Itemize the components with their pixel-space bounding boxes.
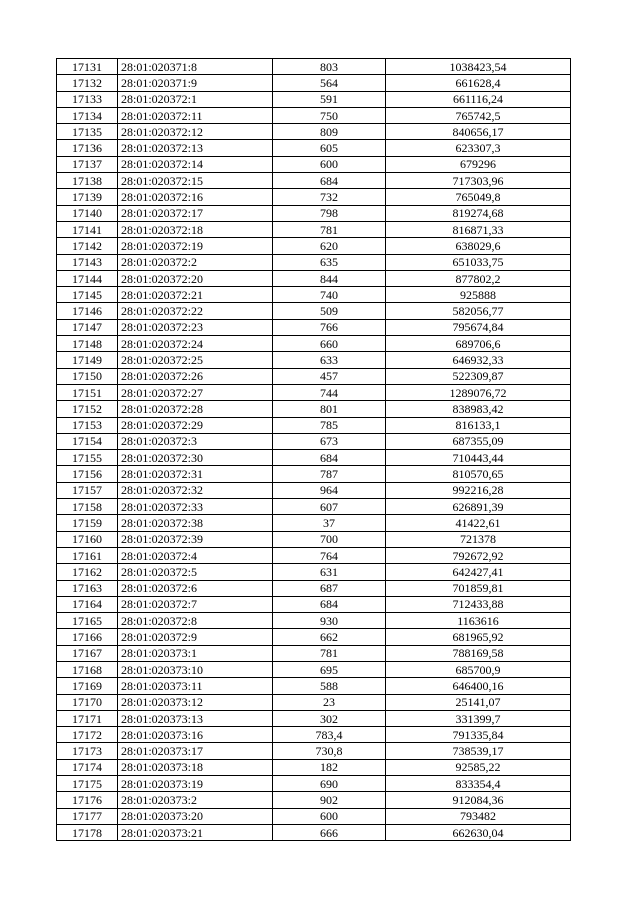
area-cell: 591 bbox=[273, 91, 386, 107]
row-number-cell: 17133 bbox=[57, 91, 118, 107]
table-row bbox=[57, 401, 571, 417]
table-row bbox=[57, 173, 571, 189]
value-cell: 816133,1 bbox=[386, 417, 571, 433]
row-number-cell: 17153 bbox=[57, 417, 118, 433]
value-cell: 717303,96 bbox=[386, 173, 571, 189]
row-number-cell: 17166 bbox=[57, 629, 118, 645]
table-row bbox=[57, 75, 571, 91]
value-cell: 681965,92 bbox=[386, 629, 571, 645]
table-row bbox=[57, 336, 571, 352]
value-cell: 626891,39 bbox=[386, 499, 571, 515]
table-row bbox=[57, 254, 571, 270]
value-cell: 662630,04 bbox=[386, 824, 571, 840]
table-row bbox=[57, 450, 571, 466]
row-number-cell: 17176 bbox=[57, 792, 118, 808]
area-cell: 605 bbox=[273, 140, 386, 156]
value-cell: 791335,84 bbox=[386, 727, 571, 743]
value-cell: 331399,7 bbox=[386, 710, 571, 726]
value-cell: 877802,2 bbox=[386, 270, 571, 286]
value-cell: 1038423,54 bbox=[386, 59, 571, 75]
table-row bbox=[57, 238, 571, 254]
cadastral-number-cell: 28:01:020372:11 bbox=[118, 107, 273, 123]
area-cell: 798 bbox=[273, 205, 386, 221]
row-number-cell: 17154 bbox=[57, 433, 118, 449]
value-cell: 646932,33 bbox=[386, 352, 571, 368]
row-number-cell: 17174 bbox=[57, 759, 118, 775]
area-cell: 666 bbox=[273, 824, 386, 840]
value-cell: 765742,5 bbox=[386, 107, 571, 123]
row-number-cell: 17141 bbox=[57, 221, 118, 237]
row-number-cell: 17148 bbox=[57, 336, 118, 352]
value-cell: 41422,61 bbox=[386, 515, 571, 531]
table-row bbox=[57, 727, 571, 743]
row-number-cell: 17157 bbox=[57, 482, 118, 498]
area-cell: 662 bbox=[273, 629, 386, 645]
table-row bbox=[57, 156, 571, 172]
row-number-cell: 17162 bbox=[57, 564, 118, 580]
row-number-cell: 17137 bbox=[57, 156, 118, 172]
cadastral-number-cell: 28:01:020372:6 bbox=[118, 580, 273, 596]
value-cell: 522309,87 bbox=[386, 368, 571, 384]
table-row bbox=[57, 596, 571, 612]
area-cell: 695 bbox=[273, 661, 386, 677]
value-cell: 661116,24 bbox=[386, 91, 571, 107]
cadastral-number-cell: 28:01:020372:27 bbox=[118, 384, 273, 400]
value-cell: 1163616 bbox=[386, 613, 571, 629]
cadastral-number-cell: 28:01:020372:23 bbox=[118, 319, 273, 335]
area-cell: 750 bbox=[273, 107, 386, 123]
table-row bbox=[57, 710, 571, 726]
value-cell: 793482 bbox=[386, 808, 571, 824]
table-row bbox=[57, 629, 571, 645]
area-cell: 564 bbox=[273, 75, 386, 91]
cadastral-number-cell: 28:01:020372:16 bbox=[118, 189, 273, 205]
row-number-cell: 17134 bbox=[57, 107, 118, 123]
area-cell: 684 bbox=[273, 173, 386, 189]
cadastral-number-cell: 28:01:020372:31 bbox=[118, 466, 273, 482]
value-cell: 661628,4 bbox=[386, 75, 571, 91]
value-cell: 646400,16 bbox=[386, 678, 571, 694]
value-cell: 710443,44 bbox=[386, 450, 571, 466]
table-row bbox=[57, 140, 571, 156]
cadastral-number-cell: 28:01:020372:7 bbox=[118, 596, 273, 612]
table-row bbox=[57, 417, 571, 433]
cadastral-number-cell: 28:01:020373:20 bbox=[118, 808, 273, 824]
cadastral-table bbox=[56, 58, 571, 841]
row-number-cell: 17150 bbox=[57, 368, 118, 384]
value-cell: 651033,75 bbox=[386, 254, 571, 270]
cadastral-number-cell: 28:01:020372:19 bbox=[118, 238, 273, 254]
area-cell: 673 bbox=[273, 433, 386, 449]
area-cell: 730,8 bbox=[273, 743, 386, 759]
row-number-cell: 17140 bbox=[57, 205, 118, 221]
table-row bbox=[57, 645, 571, 661]
area-cell: 787 bbox=[273, 466, 386, 482]
row-number-cell: 17173 bbox=[57, 743, 118, 759]
cadastral-number-cell: 28:01:020372:12 bbox=[118, 124, 273, 140]
table-row bbox=[57, 824, 571, 840]
value-cell: 701859,81 bbox=[386, 580, 571, 596]
table-row bbox=[57, 531, 571, 547]
table-row bbox=[57, 759, 571, 775]
row-number-cell: 17161 bbox=[57, 547, 118, 563]
area-cell: 690 bbox=[273, 776, 386, 792]
row-number-cell: 17172 bbox=[57, 727, 118, 743]
cadastral-number-cell: 28:01:020371:8 bbox=[118, 59, 273, 75]
row-number-cell: 17136 bbox=[57, 140, 118, 156]
row-number-cell: 17177 bbox=[57, 808, 118, 824]
cadastral-number-cell: 28:01:020373:19 bbox=[118, 776, 273, 792]
area-cell: 600 bbox=[273, 808, 386, 824]
cadastral-number-cell: 28:01:020372:26 bbox=[118, 368, 273, 384]
row-number-cell: 17168 bbox=[57, 661, 118, 677]
row-number-cell: 17169 bbox=[57, 678, 118, 694]
table-row bbox=[57, 287, 571, 303]
area-cell: 732 bbox=[273, 189, 386, 205]
row-number-cell: 17178 bbox=[57, 824, 118, 840]
row-number-cell: 17145 bbox=[57, 287, 118, 303]
cadastral-number-cell: 28:01:020372:22 bbox=[118, 303, 273, 319]
cadastral-number-cell: 28:01:020372:39 bbox=[118, 531, 273, 547]
row-number-cell: 17132 bbox=[57, 75, 118, 91]
cadastral-number-cell: 28:01:020373:16 bbox=[118, 727, 273, 743]
cadastral-number-cell: 28:01:020373:1 bbox=[118, 645, 273, 661]
value-cell: 25141,07 bbox=[386, 694, 571, 710]
area-cell: 684 bbox=[273, 596, 386, 612]
table-row bbox=[57, 189, 571, 205]
area-cell: 457 bbox=[273, 368, 386, 384]
cadastral-number-cell: 28:01:020372:5 bbox=[118, 564, 273, 580]
cadastral-number-cell: 28:01:020372:3 bbox=[118, 433, 273, 449]
row-number-cell: 17164 bbox=[57, 596, 118, 612]
cadastral-number-cell: 28:01:020372:8 bbox=[118, 613, 273, 629]
value-cell: 712433,88 bbox=[386, 596, 571, 612]
area-cell: 803 bbox=[273, 59, 386, 75]
table-row bbox=[57, 678, 571, 694]
value-cell: 92585,22 bbox=[386, 759, 571, 775]
table-row bbox=[57, 59, 571, 75]
cadastral-number-cell: 28:01:020372:1 bbox=[118, 91, 273, 107]
cadastral-number-cell: 28:01:020373:11 bbox=[118, 678, 273, 694]
cadastral-number-cell: 28:01:020372:33 bbox=[118, 499, 273, 515]
value-cell: 689706,6 bbox=[386, 336, 571, 352]
table-row bbox=[57, 547, 571, 563]
value-cell: 687355,09 bbox=[386, 433, 571, 449]
row-number-cell: 17131 bbox=[57, 59, 118, 75]
table-row bbox=[57, 613, 571, 629]
value-cell: 679296 bbox=[386, 156, 571, 172]
area-cell: 781 bbox=[273, 221, 386, 237]
area-cell: 684 bbox=[273, 450, 386, 466]
area-cell: 766 bbox=[273, 319, 386, 335]
table-row bbox=[57, 515, 571, 531]
cadastral-number-cell: 28:01:020372:28 bbox=[118, 401, 273, 417]
area-cell: 781 bbox=[273, 645, 386, 661]
area-cell: 633 bbox=[273, 352, 386, 368]
table-row bbox=[57, 694, 571, 710]
table-row bbox=[57, 107, 571, 123]
value-cell: 810570,65 bbox=[386, 466, 571, 482]
row-number-cell: 17151 bbox=[57, 384, 118, 400]
table-row bbox=[57, 384, 571, 400]
area-cell: 764 bbox=[273, 547, 386, 563]
table-row bbox=[57, 792, 571, 808]
table-row bbox=[57, 433, 571, 449]
cadastral-number-cell: 28:01:020372:38 bbox=[118, 515, 273, 531]
row-number-cell: 17144 bbox=[57, 270, 118, 286]
row-number-cell: 17146 bbox=[57, 303, 118, 319]
value-cell: 788169,58 bbox=[386, 645, 571, 661]
row-number-cell: 17175 bbox=[57, 776, 118, 792]
value-cell: 582056,77 bbox=[386, 303, 571, 319]
value-cell: 1289076,72 bbox=[386, 384, 571, 400]
cadastral-number-cell: 28:01:020373:13 bbox=[118, 710, 273, 726]
area-cell: 844 bbox=[273, 270, 386, 286]
area-cell: 600 bbox=[273, 156, 386, 172]
area-cell: 37 bbox=[273, 515, 386, 531]
value-cell: 925888 bbox=[386, 287, 571, 303]
area-cell: 785 bbox=[273, 417, 386, 433]
area-cell: 783,4 bbox=[273, 727, 386, 743]
table-row bbox=[57, 368, 571, 384]
cadastral-number-cell: 28:01:020372:15 bbox=[118, 173, 273, 189]
row-number-cell: 17149 bbox=[57, 352, 118, 368]
row-number-cell: 17160 bbox=[57, 531, 118, 547]
row-number-cell: 17143 bbox=[57, 254, 118, 270]
row-number-cell: 17139 bbox=[57, 189, 118, 205]
cadastral-number-cell: 28:01:020373:17 bbox=[118, 743, 273, 759]
area-cell: 635 bbox=[273, 254, 386, 270]
cadastral-number-cell: 28:01:020372:4 bbox=[118, 547, 273, 563]
area-cell: 23 bbox=[273, 694, 386, 710]
cadastral-number-cell: 28:01:020373:21 bbox=[118, 824, 273, 840]
area-cell: 930 bbox=[273, 613, 386, 629]
cadastral-number-cell: 28:01:020372:21 bbox=[118, 287, 273, 303]
row-number-cell: 17156 bbox=[57, 466, 118, 482]
area-cell: 744 bbox=[273, 384, 386, 400]
row-number-cell: 17167 bbox=[57, 645, 118, 661]
area-cell: 801 bbox=[273, 401, 386, 417]
area-cell: 902 bbox=[273, 792, 386, 808]
table-row bbox=[57, 482, 571, 498]
area-cell: 740 bbox=[273, 287, 386, 303]
cadastral-number-cell: 28:01:020372:32 bbox=[118, 482, 273, 498]
table-body bbox=[57, 59, 571, 841]
cadastral-number-cell: 28:01:020372:9 bbox=[118, 629, 273, 645]
value-cell: 765049,8 bbox=[386, 189, 571, 205]
table-row bbox=[57, 499, 571, 515]
value-cell: 816871,33 bbox=[386, 221, 571, 237]
row-number-cell: 17135 bbox=[57, 124, 118, 140]
value-cell: 819274,68 bbox=[386, 205, 571, 221]
table-row bbox=[57, 319, 571, 335]
value-cell: 795674,84 bbox=[386, 319, 571, 335]
value-cell: 685700,9 bbox=[386, 661, 571, 677]
value-cell: 833354,4 bbox=[386, 776, 571, 792]
area-cell: 588 bbox=[273, 678, 386, 694]
table-row bbox=[57, 661, 571, 677]
table-row bbox=[57, 466, 571, 482]
cadastral-number-cell: 28:01:020371:9 bbox=[118, 75, 273, 91]
cadastral-number-cell: 28:01:020372:25 bbox=[118, 352, 273, 368]
area-cell: 964 bbox=[273, 482, 386, 498]
value-cell: 912084,36 bbox=[386, 792, 571, 808]
value-cell: 638029,6 bbox=[386, 238, 571, 254]
cadastral-number-cell: 28:01:020372:2 bbox=[118, 254, 273, 270]
area-cell: 809 bbox=[273, 124, 386, 140]
value-cell: 838983,42 bbox=[386, 401, 571, 417]
row-number-cell: 17163 bbox=[57, 580, 118, 596]
value-cell: 840656,17 bbox=[386, 124, 571, 140]
area-cell: 182 bbox=[273, 759, 386, 775]
table-row bbox=[57, 303, 571, 319]
table-row bbox=[57, 221, 571, 237]
row-number-cell: 17171 bbox=[57, 710, 118, 726]
area-cell: 607 bbox=[273, 499, 386, 515]
row-number-cell: 17158 bbox=[57, 499, 118, 515]
cadastral-number-cell: 28:01:020372:14 bbox=[118, 156, 273, 172]
table-row bbox=[57, 205, 571, 221]
row-number-cell: 17159 bbox=[57, 515, 118, 531]
cadastral-number-cell: 28:01:020373:12 bbox=[118, 694, 273, 710]
cadastral-number-cell: 28:01:020372:29 bbox=[118, 417, 273, 433]
row-number-cell: 17142 bbox=[57, 238, 118, 254]
table-row bbox=[57, 270, 571, 286]
value-cell: 623307,3 bbox=[386, 140, 571, 156]
area-cell: 700 bbox=[273, 531, 386, 547]
cadastral-number-cell: 28:01:020372:30 bbox=[118, 450, 273, 466]
value-cell: 992216,28 bbox=[386, 482, 571, 498]
cadastral-number-cell: 28:01:020373:2 bbox=[118, 792, 273, 808]
table-row bbox=[57, 564, 571, 580]
row-number-cell: 17170 bbox=[57, 694, 118, 710]
cadastral-number-cell: 28:01:020373:10 bbox=[118, 661, 273, 677]
area-cell: 302 bbox=[273, 710, 386, 726]
row-number-cell: 17138 bbox=[57, 173, 118, 189]
table-row bbox=[57, 776, 571, 792]
cadastral-number-cell: 28:01:020372:20 bbox=[118, 270, 273, 286]
table-row bbox=[57, 808, 571, 824]
table-row bbox=[57, 91, 571, 107]
value-cell: 721378 bbox=[386, 531, 571, 547]
area-cell: 509 bbox=[273, 303, 386, 319]
area-cell: 687 bbox=[273, 580, 386, 596]
row-number-cell: 17152 bbox=[57, 401, 118, 417]
cadastral-number-cell: 28:01:020372:24 bbox=[118, 336, 273, 352]
table-row bbox=[57, 124, 571, 140]
table-row bbox=[57, 580, 571, 596]
cadastral-number-cell: 28:01:020373:18 bbox=[118, 759, 273, 775]
row-number-cell: 17147 bbox=[57, 319, 118, 335]
value-cell: 642427,41 bbox=[386, 564, 571, 580]
area-cell: 631 bbox=[273, 564, 386, 580]
value-cell: 738539,17 bbox=[386, 743, 571, 759]
row-number-cell: 17155 bbox=[57, 450, 118, 466]
cadastral-number-cell: 28:01:020372:18 bbox=[118, 221, 273, 237]
value-cell: 792672,92 bbox=[386, 547, 571, 563]
table-row bbox=[57, 743, 571, 759]
table-row bbox=[57, 352, 571, 368]
row-number-cell: 17165 bbox=[57, 613, 118, 629]
cadastral-number-cell: 28:01:020372:17 bbox=[118, 205, 273, 221]
cadastral-number-cell: 28:01:020372:13 bbox=[118, 140, 273, 156]
area-cell: 620 bbox=[273, 238, 386, 254]
area-cell: 660 bbox=[273, 336, 386, 352]
